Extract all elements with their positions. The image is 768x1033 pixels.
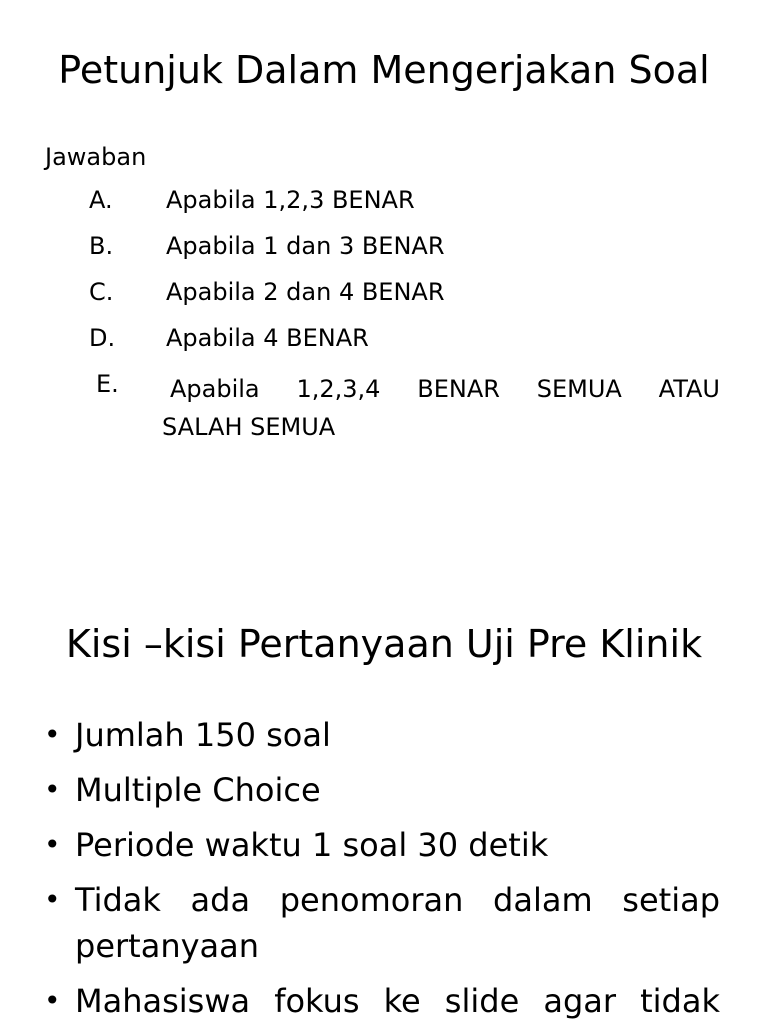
bullet-text: Mahasiswa fokus ke slide agar tidak bbox=[75, 982, 720, 1020]
option-text-line-2: SALAH SEMUA bbox=[162, 413, 336, 441]
slide-title: Petunjuk Dalam Mengerjakan Soal bbox=[58, 48, 710, 92]
option-text-line-1: Apabila 1,2,3,4 BENAR SEMUA ATAU bbox=[170, 375, 720, 403]
bullet-dot-icon: • bbox=[44, 828, 61, 861]
answer-option-c bbox=[0, 278, 768, 324]
answer-option-b bbox=[0, 232, 768, 278]
bullet-dot-icon: • bbox=[44, 773, 61, 806]
slide-title: Kisi –kisi Pertanyaan Uji Pre Klinik bbox=[65, 622, 703, 666]
option-text bbox=[162, 370, 720, 446]
option-text: Apabila 2 dan 4 BENAR bbox=[166, 278, 445, 306]
bullet-dot-icon: • bbox=[44, 984, 61, 1017]
bullet-item bbox=[0, 712, 768, 758]
bullet-text: Tidak ada penomoran dalam setiap pertanyaan bbox=[75, 881, 720, 965]
option-text: Apabila 1 dan 3 BENAR bbox=[166, 232, 445, 260]
bullet-item bbox=[0, 877, 768, 969]
answer-option-e bbox=[0, 370, 768, 450]
bullet-text: Jumlah 150 soal bbox=[75, 716, 331, 754]
answer-option-a bbox=[0, 186, 768, 232]
bullet-dot-icon: • bbox=[44, 718, 61, 751]
bullet-item bbox=[0, 822, 768, 868]
bullet-text: Periode waktu 1 soal 30 detik bbox=[75, 826, 549, 864]
option-letter: B. bbox=[89, 232, 114, 260]
bullet-list bbox=[0, 712, 768, 1033]
option-text: Apabila 4 BENAR bbox=[166, 324, 369, 352]
option-letter: A. bbox=[89, 186, 113, 214]
option-text: Apabila 1,2,3 BENAR bbox=[166, 186, 415, 214]
answer-option-d bbox=[0, 324, 768, 370]
option-letter: C. bbox=[89, 278, 114, 306]
bullet-item bbox=[0, 978, 768, 1024]
option-letter: E. bbox=[96, 370, 119, 398]
answer-options-list bbox=[0, 186, 768, 450]
bullet-item bbox=[0, 767, 768, 813]
bullet-dot-icon: • bbox=[44, 883, 61, 916]
option-letter: D. bbox=[89, 324, 116, 352]
slide-question-outline bbox=[0, 600, 768, 1024]
bullet-text: Multiple Choice bbox=[75, 771, 321, 809]
answer-heading: Jawaban bbox=[45, 143, 147, 171]
